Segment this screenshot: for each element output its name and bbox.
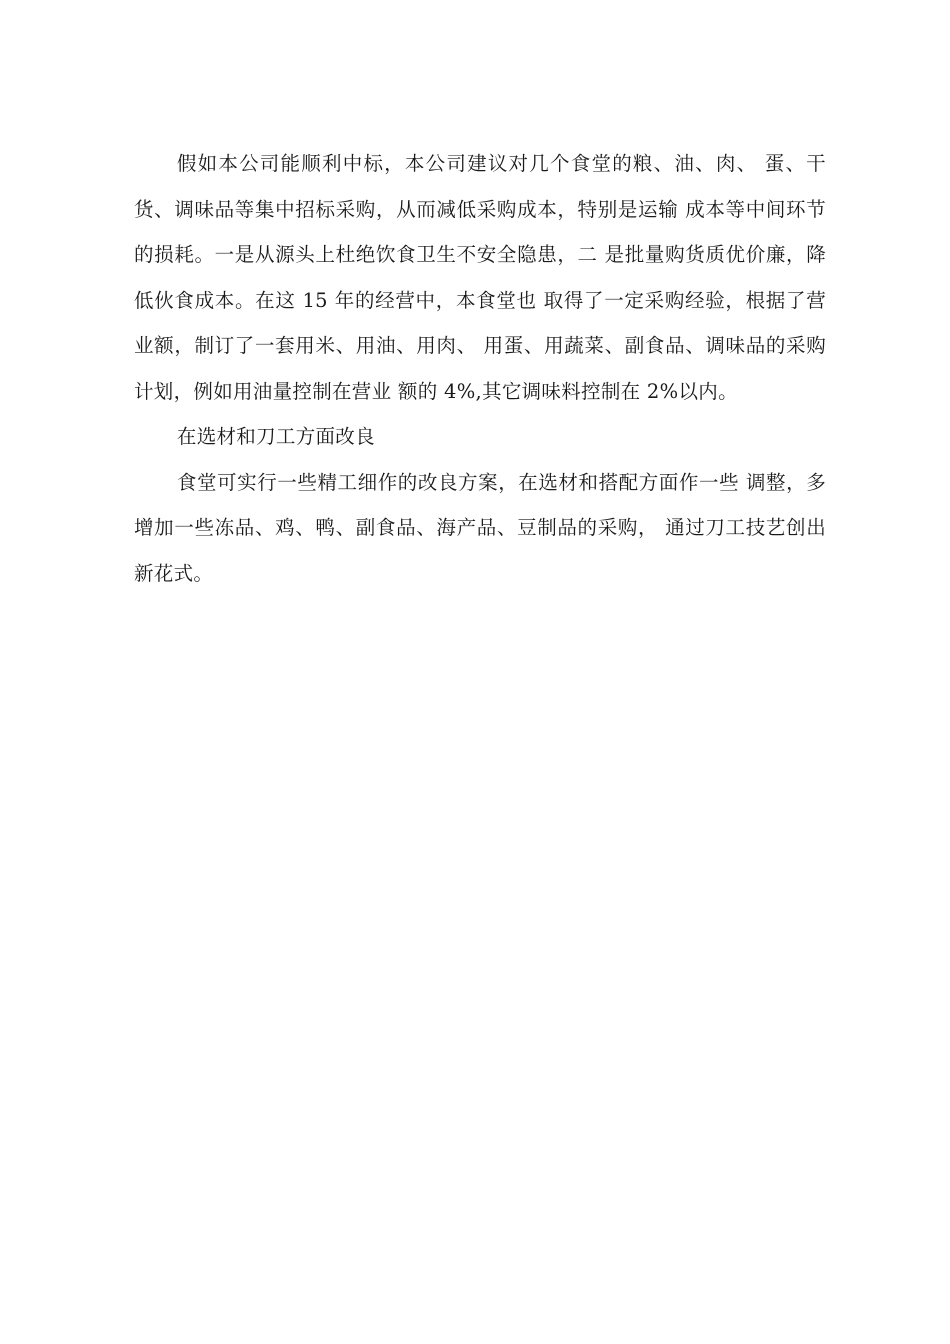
paragraph-improvement: 食堂可实行一些精工细作的改良方案，在选材和搭配方面作一些 调整，多增加一些冻品、鸡、鸭、副食品、海产品、豆制品的采购， 通过刀工技艺创出新花式。 (134, 470, 826, 585)
paragraph-procurement: 假如本公司能顺利中标，本公司建议对几个食堂的粮、油、肉、 蛋、干货、调味品等集中招标采购，从而减低采购成本，特别是运输 成本等中间环节的损耗。一是从源头上杜绝饮食卫生不安全隐患，二 是批量购货质优价廉，降低伙食成本。在这 15 年的经营中，本食堂也 取得了一定采购经验，根据了营业额，制订了一套用米、用油、用肉、 用蛋、用蔬菜、副食品、调味品的采购计划，例如用油量控制在营业 额的 4%,其它调味料控制在 2%以内。 (134, 152, 826, 403)
section-heading-ingredients: 在选材和刀工方面改良 (176, 425, 375, 448)
document-body (134, 141, 826, 596)
